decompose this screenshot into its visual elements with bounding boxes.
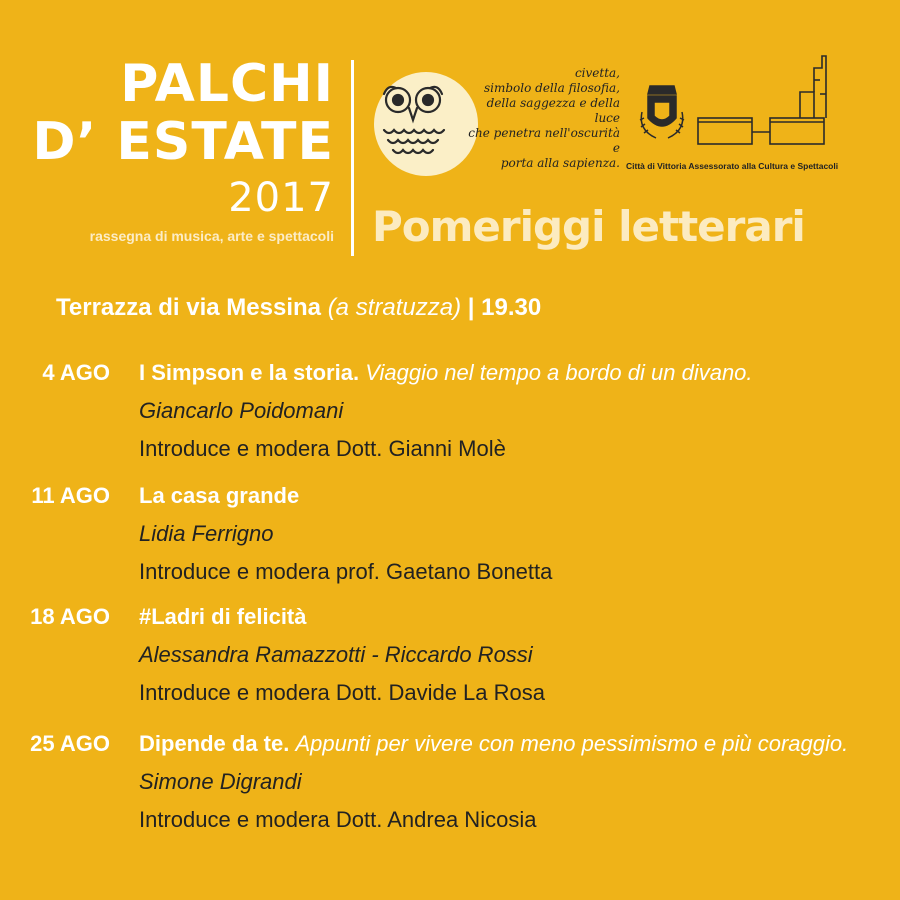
city-caption: Città di Vittoria Assessorato alla Cultura e Spettacoli — [626, 161, 839, 171]
event-date: 4 AGO — [42, 360, 110, 385]
event-title-line — [139, 483, 299, 509]
event-date: 11 AGO — [31, 483, 110, 508]
event-author: Alessandra Ramazzotti - Riccardo Rossi — [139, 642, 533, 667]
brand-title-line2: D’ ESTATE — [32, 112, 334, 172]
event-moderator: Introduce e modera prof. Gaetano Bonetta — [139, 559, 553, 584]
event-author: Lidia Ferrigno — [139, 521, 274, 546]
venue-name: Terrazza di via Messina — [56, 294, 322, 321]
city-crest-icon — [636, 82, 688, 144]
castle-icon — [694, 54, 834, 150]
event-time: | 19.30 — [467, 294, 542, 321]
event-title-line — [139, 604, 307, 630]
event-title: Dipende da te. — [139, 731, 290, 756]
venue-line — [56, 294, 541, 322]
event-title-line — [139, 731, 848, 757]
venue-alt-name: (a stratuzza) — [327, 294, 462, 321]
event-moderator: Introduce e modera Dott. Andrea Nicosia — [139, 807, 537, 832]
event-title: I Simpson e la storia. — [139, 360, 360, 385]
event-title: La casa grande — [139, 483, 300, 508]
brand-title-line1: PALCHI — [120, 54, 334, 114]
event-moderator: Introduce e modera Dott. Gianni Molè — [139, 436, 506, 461]
owl-icon — [378, 78, 448, 170]
event-subtitle: Appunti per vivere con meno pessimismo e più coraggio. — [295, 731, 849, 756]
event-title: #Ladri di felicità — [139, 604, 307, 629]
event-author: Giancarlo Poidomani — [139, 398, 344, 423]
divider — [351, 60, 354, 256]
event-author: Simone Digrandi — [139, 769, 302, 794]
event-date: 25 AGO — [30, 731, 110, 756]
brand-tagline: rassegna di musica, arte e spettacoli — [89, 228, 334, 244]
brand-year: 2017 — [228, 175, 334, 221]
event-moderator: Introduce e modera Dott. Davide La Rosa — [139, 680, 546, 705]
event-date: 18 AGO — [30, 604, 110, 629]
owl-caption: civetta, simbolo della filosofia, della saggezza e della luce che penetra nell'oscurità e porta alla sapienza. — [468, 66, 620, 170]
event-subtitle: Viaggio nel tempo a bordo di un divano. — [365, 360, 753, 385]
page-title: Pomeriggi letterari — [372, 202, 805, 251]
event-title-line — [139, 360, 753, 386]
